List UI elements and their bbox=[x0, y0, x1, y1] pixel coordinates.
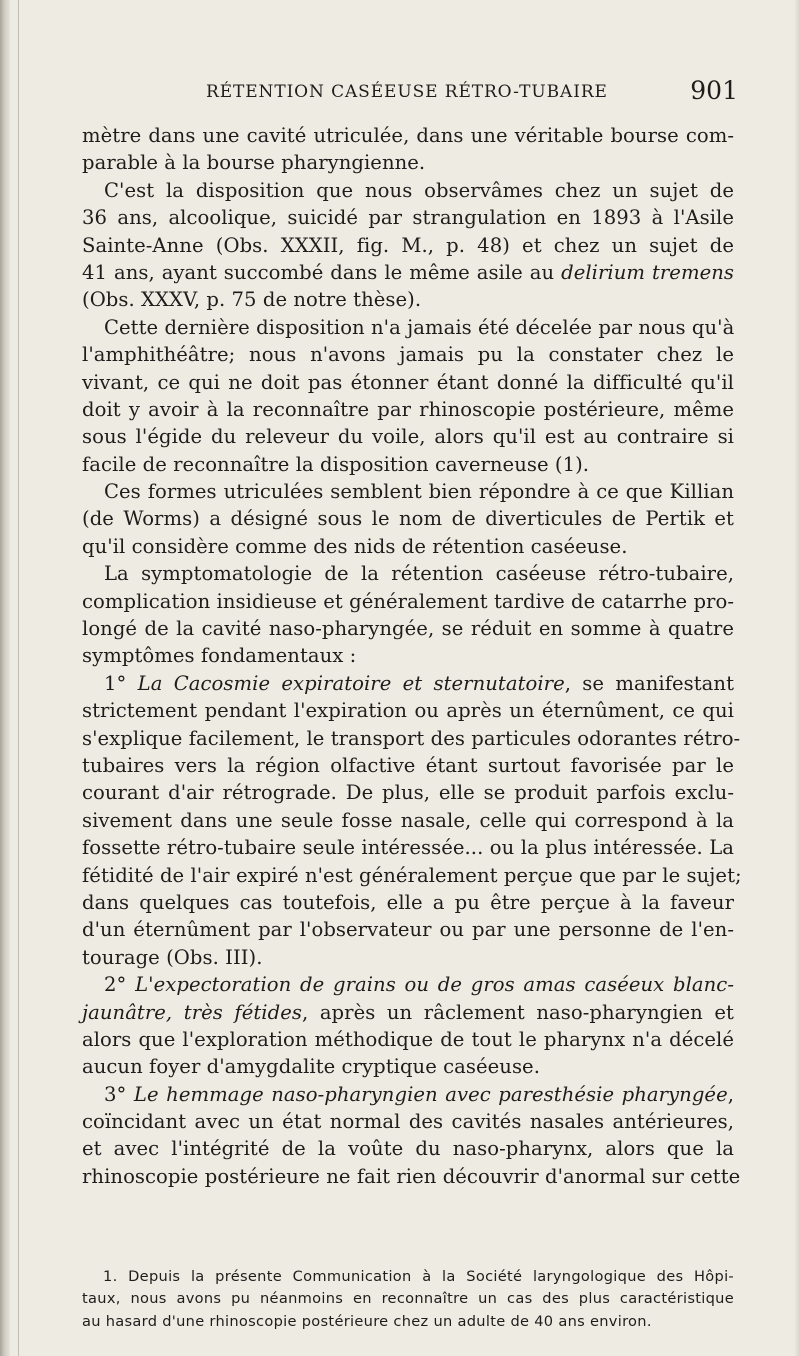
text-line: dans quelques cas toutefois, elle a pu être perçue à la faveur bbox=[82, 890, 734, 914]
text-line: aucun foyer d'amygdalite cryptique caséeuse. bbox=[82, 1055, 540, 1079]
page-header bbox=[82, 76, 740, 110]
italic-term: jaunâtre, très fétides bbox=[82, 1000, 302, 1024]
text-line bbox=[82, 670, 734, 697]
text-line: symptômes fondamentaux : bbox=[82, 644, 357, 668]
text-line: Ces formes utriculées semblent bien répondre à ce que Killian bbox=[104, 480, 734, 504]
italic-term: Le hemmage naso-pharyngien avec paresthésie pharyngée bbox=[133, 1082, 728, 1106]
text-line: et avec l'intégrité de la voûte du naso-pharynx, alors que la bbox=[82, 1137, 734, 1161]
text-line: sivement dans une seule fosse nasale, celle qui correspond à la bbox=[82, 808, 734, 832]
text-line: Sainte-Anne (Obs. XXXII, fig. M., p. 48) et chez un sujet de bbox=[82, 233, 734, 257]
text-line: La symptomatologie de la rétention caséeuse rétro-tubaire, bbox=[104, 562, 734, 586]
footnote-line: 1. Depuis la présente Communication à la Société laryngologique des Hôpi- bbox=[103, 1268, 734, 1285]
text-line: d'un éternûment par l'observateur ou par une personne de l'en- bbox=[82, 918, 734, 942]
text-line: fétidité de l'air expiré n'est généralement perçue que par le sujet; bbox=[82, 863, 742, 887]
italic-term: L'expectoration de grains ou de gros amas caséeux blanc- bbox=[135, 973, 734, 997]
text-line: coïncidant avec un état normal des cavités nasales antérieures, bbox=[82, 1110, 734, 1134]
footnote-line: au hasard d'une rhinoscopie postérieure chez un adulte de 40 ans environ. bbox=[82, 1312, 652, 1330]
text-line: s'explique facilement, le transport des particules odorantes rétro- bbox=[82, 726, 741, 750]
text-fragment: , après un râclement naso-pharyngien et bbox=[301, 1000, 734, 1024]
text-line: C'est la disposition que nous observâmes chez un sujet de bbox=[104, 178, 734, 202]
text-line: vivant, ce qui ne doit pas étonner étant donné la difficulté qu'il bbox=[82, 370, 734, 394]
text-line: Cette dernière disposition n'a jamais été décelée par nous qu'à bbox=[104, 315, 735, 339]
italic-term: delirium tremens bbox=[561, 260, 735, 284]
text-line: courant d'air rétrograde. De plus, elle se produit parfois exclu- bbox=[82, 781, 734, 805]
list-number: 3° bbox=[104, 1082, 127, 1106]
text-line: (Obs. XXXV, p. 75 de notre thèse). bbox=[82, 288, 422, 312]
main-text bbox=[82, 122, 742, 1190]
text-line: sous l'égide du releveur du voile, alors qu'il est au contraire si bbox=[82, 425, 734, 449]
page-right-edge bbox=[794, 0, 800, 1356]
page-binding-shadow bbox=[0, 0, 10, 1356]
text-line: complication insidieuse et généralement tardive de catarrhe pro- bbox=[82, 589, 734, 613]
text-line: facile de reconnaître la disposition caverneuse (1). bbox=[82, 452, 590, 476]
text-line: parable à la bourse pharyngienne. bbox=[82, 151, 426, 175]
text-line: l'amphithéâtre; nous n'avons jamais pu la constater chez le bbox=[82, 343, 734, 367]
text-line bbox=[82, 259, 734, 286]
text-line: tourage (Obs. III). bbox=[82, 945, 263, 969]
italic-term: La Cacosmie expiratoire et sternutatoire bbox=[137, 671, 565, 695]
text-line: longé de la cavité naso-pharyngée, se réduit en somme à quatre bbox=[82, 617, 734, 641]
running-title: RÉTENTION CASÉEUSE RÉTRO-TUBAIRE bbox=[206, 82, 608, 102]
page-number: 901 bbox=[690, 76, 738, 105]
text-line: qu'il considère comme des nids de rétention caséeuse. bbox=[82, 534, 628, 558]
text-line: mètre dans une cavité utriculée, dans une véritable bourse com- bbox=[82, 124, 734, 147]
text-fragment: , bbox=[727, 1082, 734, 1106]
text-line: strictement pendant l'expiration ou après un éternûment, ce qui bbox=[82, 699, 734, 723]
page-edge-line bbox=[18, 0, 19, 1356]
text-line: fossette rétro-tubaire seule intéressée... ou la plus intéressée. La bbox=[82, 836, 734, 860]
footnote bbox=[82, 1266, 734, 1333]
list-number: 2° bbox=[104, 973, 127, 997]
text-line bbox=[82, 971, 734, 998]
text-line: doit y avoir à la reconnaître par rhinoscopie postérieure, même bbox=[82, 397, 734, 421]
text-line: rhinoscopie postérieure ne fait rien découvrir d'anormal sur cette bbox=[82, 1164, 741, 1188]
text-line bbox=[82, 999, 734, 1026]
text-line bbox=[82, 1081, 734, 1108]
text-line: (de Worms) a désigné sous le nom de diverticules de Pertik et bbox=[82, 507, 734, 531]
text-line: tubaires vers la région olfactive étant surtout favorisée par le bbox=[82, 753, 734, 777]
text-fragment: 41 ans, ayant succombé dans le même asile au bbox=[82, 260, 555, 284]
text-line: alors que l'exploration méthodique de tout le pharynx n'a décelé bbox=[82, 1027, 734, 1051]
footnote-line: taux, nous avons pu néanmoins en reconnaître un cas des plus caractéristique bbox=[82, 1290, 734, 1308]
list-number: 1° bbox=[104, 671, 127, 695]
text-line: 36 ans, alcoolique, suicidé par strangulation en 1893 à l'Asile bbox=[82, 206, 734, 230]
text-fragment: , se manifestant bbox=[564, 671, 734, 695]
